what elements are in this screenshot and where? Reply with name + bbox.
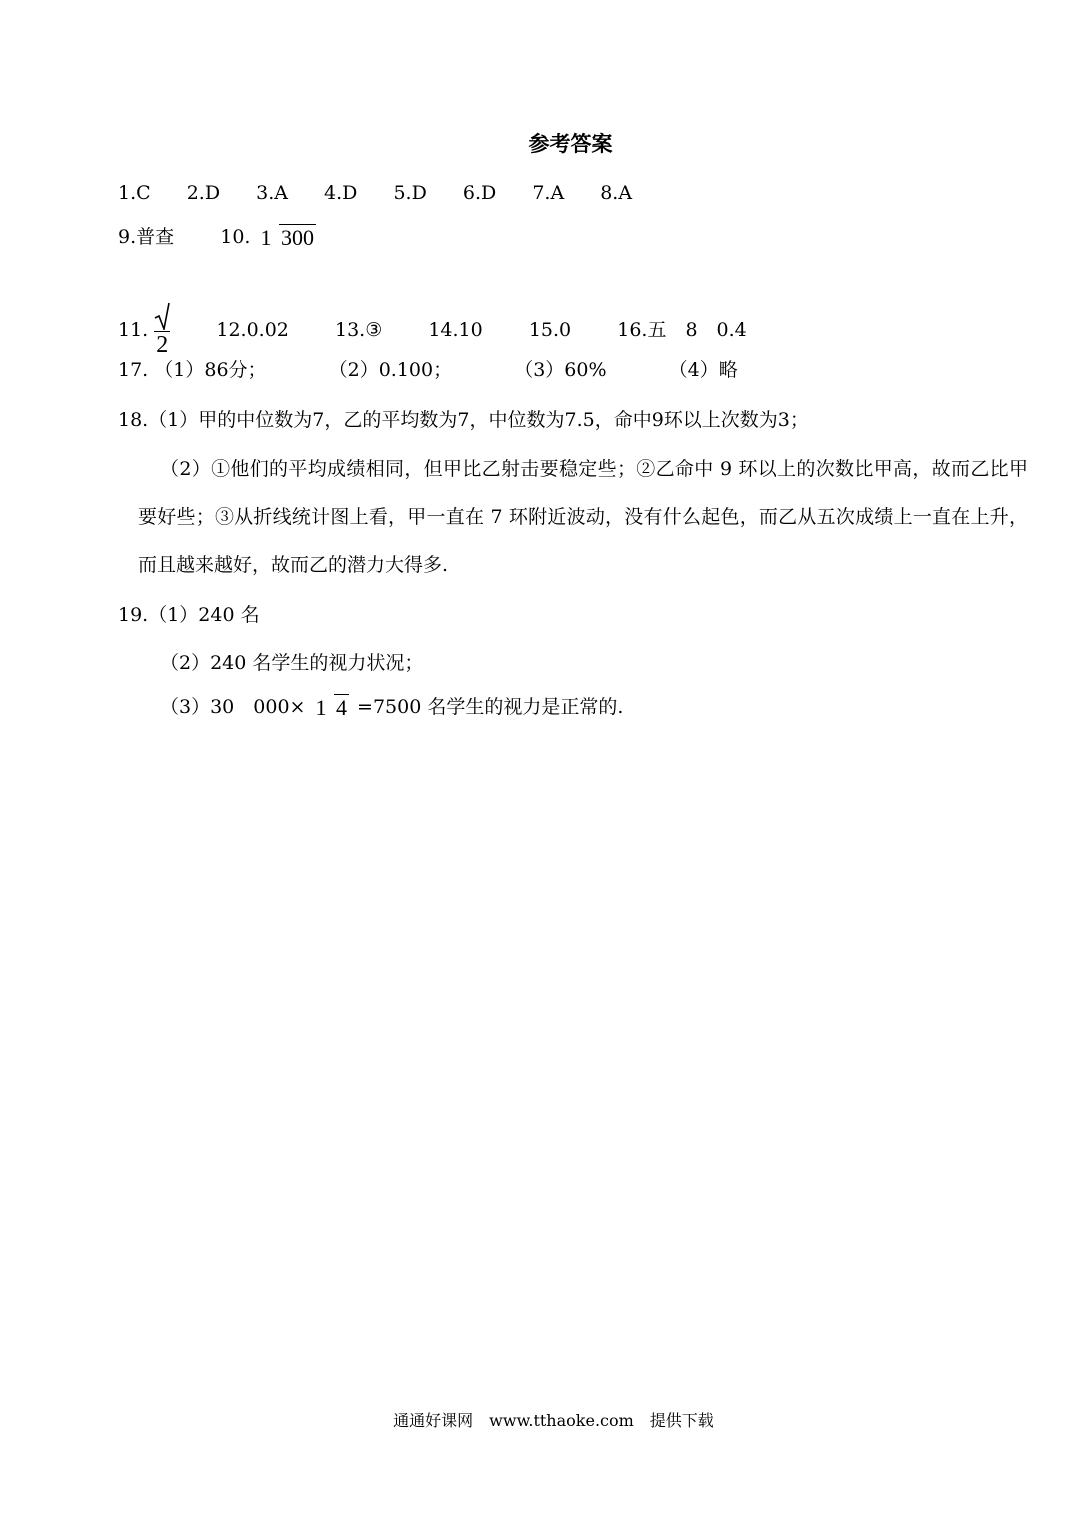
- answer-12: 12.0.02: [216, 319, 289, 341]
- answer-19-part-2: （2）240 名学生的视力状况；: [160, 652, 424, 674]
- radical-sign-icon: [154, 302, 170, 330]
- answer-11-label: 11.: [118, 319, 149, 341]
- answer-19-part-3-prefix: （3）30 000×: [160, 696, 306, 718]
- answer-14: 14.10: [428, 319, 483, 341]
- answer-17-label: 17.: [118, 359, 149, 381]
- fraction-denominator: 4: [336, 695, 347, 720]
- answer-19-part-3-suffix: =7500 名学生的视力是正常的.: [357, 696, 624, 718]
- answer-16: 16.五 8 0.4: [617, 319, 747, 341]
- answer-10-label: 10.: [220, 226, 251, 248]
- page-footer: 通通好课网 www.tthaoke.com 提供下载: [393, 1411, 714, 1430]
- answer-17-part-3: （3）60%: [514, 359, 607, 381]
- answer-18-part-2: （2）①他们的平均成绩相同，但甲比乙射击要稳定些；②乙命中 9 环以上的次数比甲高，故而乙比甲要好些；③从折线统计图上看，甲一直在 7 环附近波动，没有什么起色，而乙从五次成绩上一直在上升，而且越来越好，故而乙的潜力大得多.: [138, 458, 1028, 576]
- square-root: [154, 302, 170, 360]
- answer-1: 1.C: [118, 182, 151, 204]
- answer-4: 4.D: [324, 182, 358, 204]
- multiple-choice-answers: [118, 178, 662, 208]
- answer-9: 9.普查: [118, 226, 175, 248]
- fraction-denominator: 300: [281, 225, 314, 250]
- answer-18-part-1: 18.（1）甲的中位数为7，乙的平均数为7，中位数为7.5，命中9环以上次数为3；: [118, 409, 809, 431]
- answer-7: 7.A: [532, 182, 565, 204]
- answer-8: 8.A: [600, 182, 633, 204]
- answer-6: 6.D: [462, 182, 497, 204]
- answer-17-part-1: （1）86分；: [154, 359, 267, 381]
- answer-2: 2.D: [186, 182, 221, 204]
- radicand: 2: [156, 332, 169, 358]
- answer-17: [118, 355, 738, 385]
- answer-13: 13.③: [334, 319, 383, 341]
- answer-19-part-1: 19.（1）240 名: [118, 604, 260, 626]
- fraction-answer-19: [314, 693, 350, 723]
- answers-11-16: [118, 302, 747, 360]
- answer-5: 5.D: [393, 182, 427, 204]
- page-title: 参考答案: [528, 131, 613, 156]
- fraction-numerator: 1: [315, 695, 327, 720]
- fraction-answer-10: [259, 223, 317, 253]
- answer-19-part-3: [160, 692, 623, 723]
- answer-17-part-2: （2）0.100；: [328, 359, 453, 381]
- answer-3: 3.A: [256, 182, 288, 204]
- answer-17-part-4: （4）略: [668, 359, 738, 381]
- fraction-numerator: 1: [260, 225, 272, 250]
- answer-15: 15.0: [528, 319, 572, 341]
- answers-9-10: [118, 222, 318, 253]
